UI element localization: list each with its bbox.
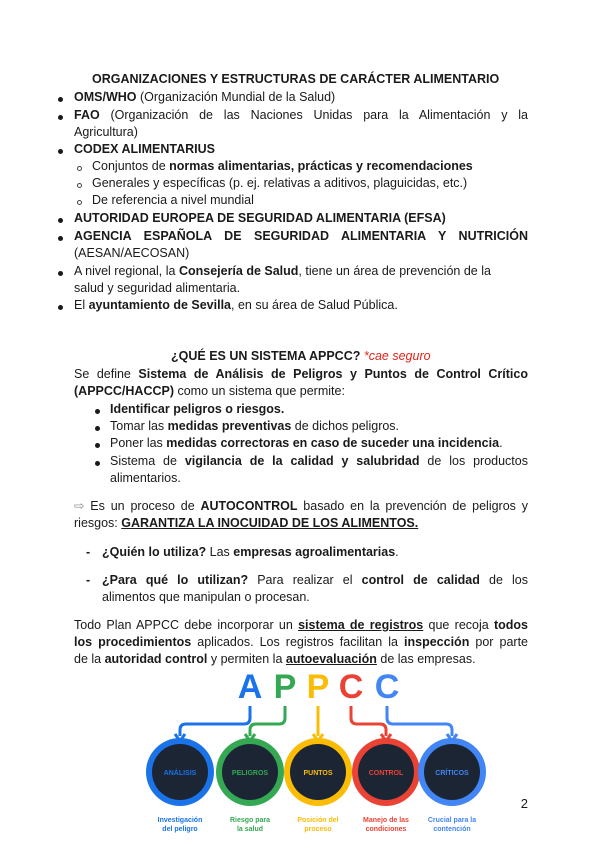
- dash-marker: -: [86, 545, 91, 559]
- caption-line-1-3: Posición del: [297, 817, 339, 824]
- appcc-letter-2: P: [273, 668, 297, 706]
- section-title-organizaciones: ORGANIZACIONES Y ESTRUCTURAS DE CARÁCTER ALIMENTARIO: [92, 72, 500, 86]
- appcc-bullet-2: Tomar las medidas preventivas de dichos peligros.: [110, 419, 400, 433]
- list-item-ayuntamiento: El ayuntamiento de Sevilla, en su área de Salud Pública.: [74, 298, 398, 312]
- question-why-cont: alimentos que manipulan o procesan.: [102, 590, 310, 604]
- caption-line-2-4: condiciones: [365, 826, 407, 833]
- circle-label-1: ANÁLISIS: [163, 770, 197, 777]
- circle-label-5: CRÍTICOS: [435, 770, 469, 777]
- caption-line-1-2: Riesgo para: [229, 817, 271, 824]
- list-item-regional-cont: salud y seguridad alimentaria.: [74, 281, 241, 295]
- dash-marker: -: [86, 573, 91, 587]
- caption-line-1-1: Investigación: [157, 817, 203, 824]
- connector-line-5: [387, 706, 452, 736]
- codex-sub-1: Conjuntos de normas alimentarias, prácticas y recomendaciones: [92, 159, 473, 173]
- appcc-letter-5: C: [374, 668, 400, 706]
- appcc-diagram: [0, 664, 600, 848]
- registros-line-3: de la autoridad control y permiten la autoevaluación de las empresas.: [74, 652, 476, 666]
- autocontrol-line-2: riesgos: GARANTIZA LA INOCUIDAD DE LOS ALIMENTOS.: [74, 516, 419, 530]
- appcc-letter-4: C: [338, 668, 364, 706]
- circle-label-4: CONTROL: [368, 770, 404, 777]
- connector-line-2: [250, 706, 285, 736]
- caption-line-2-5: contención: [433, 826, 471, 833]
- circle-label-2: PELIGROS: [231, 770, 269, 777]
- bullet-dot: [58, 218, 63, 223]
- list-item-codex: CODEX ALIMENTARIUS: [74, 142, 215, 156]
- bullet-dot: [95, 409, 100, 414]
- list-item-aesan-cont: (AESAN/AECOSAN): [74, 246, 190, 260]
- bullet-dot: [58, 305, 63, 310]
- caption-line-2-1: del peligro: [162, 826, 198, 833]
- appcc-bullet-3: Poner las medidas correctoras en caso de suceder una incidencia.: [110, 436, 503, 450]
- codex-sub-2: Generales y específicas (p. ej. relativas a aditivos, plaguicidas, etc.): [92, 176, 468, 190]
- appcc-letter-1: A: [237, 668, 263, 706]
- connector-line-4: [351, 706, 386, 736]
- autocontrol-line-1: ⇨ Es un proceso de AUTOCONTROL basado en la prevención de peligros y: [74, 499, 528, 513]
- definition-line-1: Se define Sistema de Análisis de Peligros y Puntos de Control Crítico: [74, 367, 528, 381]
- bullet-dot: [58, 115, 63, 120]
- sub-bullet: [77, 166, 82, 171]
- page-number: 2: [520, 796, 528, 811]
- list-item-oms: OMS/WHO (Organización Mundial de la Salud): [74, 90, 336, 104]
- connector-line-1: [180, 706, 250, 736]
- caption-line-1-5: Crucial para la: [427, 817, 477, 824]
- bullet-dot: [58, 97, 63, 102]
- appcc-bullet-4-cont: alimentarios.: [110, 471, 181, 485]
- list-item-fao: FAO (Organización de las Naciones Unidas para la Alimentación y la: [74, 108, 528, 122]
- appcc-bullet-4: Sistema de vigilancia de la calidad y salubridad de los productos: [110, 454, 528, 468]
- list-item-aesan: AGENCIA ESPAÑOLA DE SEGURIDAD ALIMENTARIA Y NUTRICIÓN: [74, 229, 528, 243]
- question-why: ¿Para qué lo utilizan? Para realizar el control de calidad de los: [102, 573, 528, 587]
- registros-line-2: los procedimientos aplicados. Los registros facilitan la inspección por parte: [74, 635, 528, 649]
- caption-line-2-3: proceso: [304, 826, 332, 833]
- handwritten-note: *cae seguro: [363, 349, 431, 363]
- list-item-fao-cont: Agricultura): [74, 125, 138, 139]
- list-item-efsa: AUTORIDAD EUROPEA DE SEGURIDAD ALIMENTARIA (EFSA): [74, 211, 446, 225]
- bullet-dot: [58, 236, 63, 241]
- registros-line-1: Todo Plan APPCC debe incorporar un sistema de registros que recoja todos: [74, 618, 528, 632]
- bullet-dot: [95, 461, 100, 466]
- bullet-dot: [58, 149, 63, 154]
- appcc-letter-3: P: [306, 668, 330, 706]
- caption-line-2-2: la salud: [236, 826, 264, 833]
- bullet-dot: [95, 443, 100, 448]
- codex-sub-3: De referencia a nivel mundial: [92, 193, 254, 207]
- list-item-regional: A nivel regional, la Consejería de Salud, tiene un área de prevención de la: [74, 264, 491, 278]
- appcc-bullet-1: Identificar peligros o riesgos.: [110, 402, 285, 416]
- bullet-dot: [95, 426, 100, 431]
- question-who: ¿Quién lo utiliza? Las empresas agroalimentarias.: [102, 545, 399, 559]
- definition-line-2: (APPCC/HACCP) como un sistema que permite:: [74, 384, 345, 398]
- section-title-appcc: ¿QUÉ ES UN SISTEMA APPCC? *cae seguro: [171, 349, 431, 363]
- circle-label-3: PUNTOS: [303, 770, 333, 777]
- bullet-dot: [58, 271, 63, 276]
- caption-line-1-4: Manejo de las: [363, 817, 409, 824]
- sub-bullet: [77, 183, 82, 188]
- sub-bullet: [77, 200, 82, 205]
